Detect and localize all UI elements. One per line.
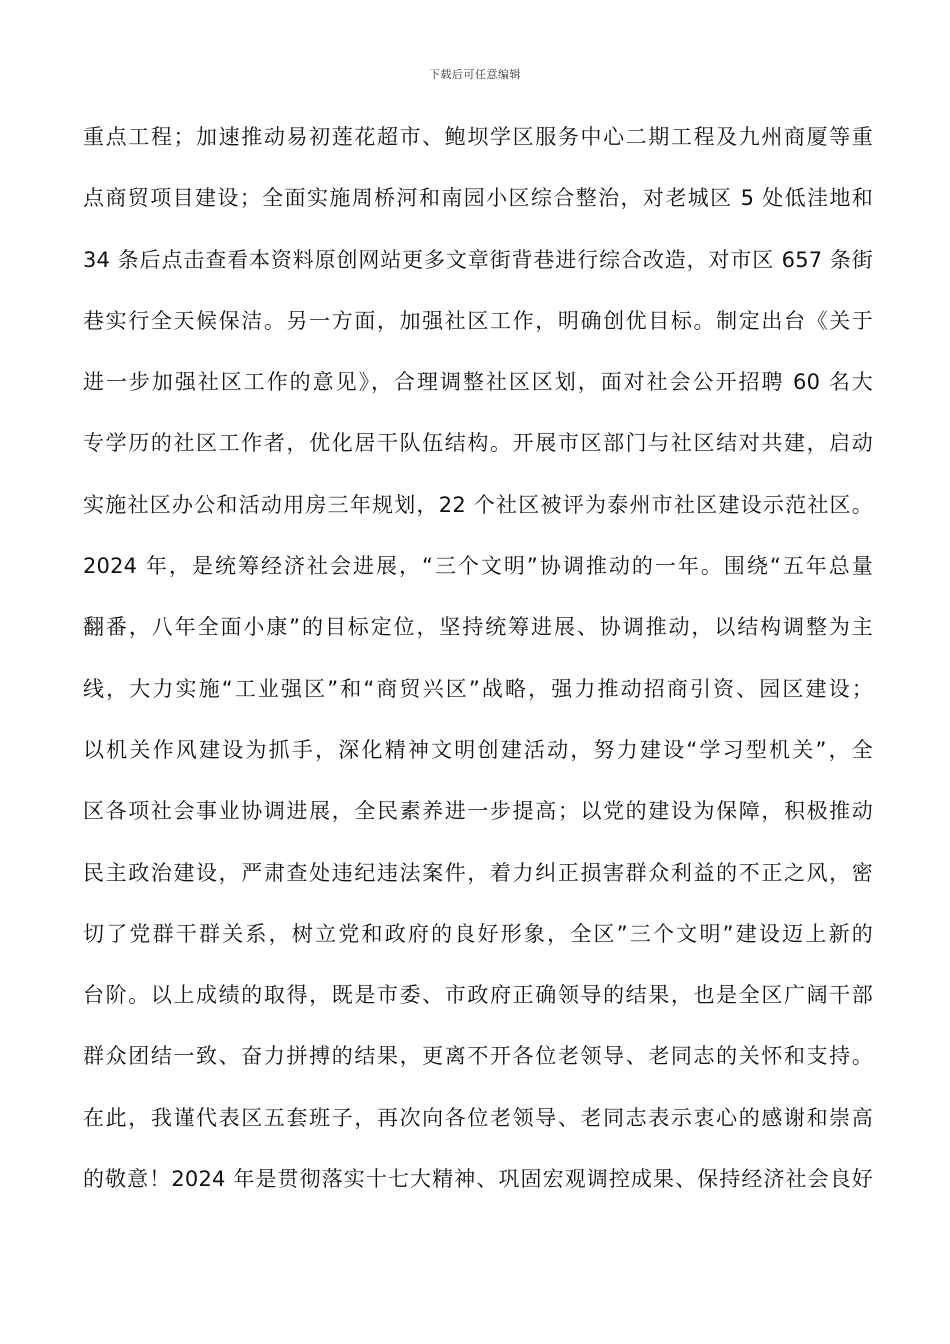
text-line: 进一步加强社区工作的意见》，合理调整社区区划，面对社会公开招聘 60 名大 xyxy=(83,370,873,395)
text-line: 群众团结一致、奋力拼搏的结果，更离不开各位老领导、老同志的关怀和支持。 xyxy=(83,1044,873,1069)
body-text xyxy=(83,116,873,1219)
text-line: 区各项社会事业协调进展，全民素养进一步提高；以党的建设为保障，积极推动 xyxy=(83,799,873,824)
text-line: 民主政治建设，严肃查处违纪违法案件，着力纠正损害群众利益的不正之风，密 xyxy=(83,860,873,885)
text-line: 台阶。以上成绩的取得，既是市委、市政府正确领导的结果，也是全区广阔干部 xyxy=(83,983,873,1008)
page-header-note: 下载后可任意编辑 xyxy=(429,68,521,81)
text-line: 翻番，八年全面小康”的目标定位，坚持统筹进展、协调推动，以结构调整为主 xyxy=(83,615,873,640)
text-line: 实施社区办公和活动用房三年规划，22 个社区被评为泰州市社区建设示范社区。 xyxy=(83,492,873,517)
text-line: 线，大力实施“工业强区”和“商贸兴区”战略，强力推动招商引资、园区建设； xyxy=(83,676,873,701)
text-line: 以机关作风建设为抓手，深化精神文明创建活动，努力建设“学习型机关”，全 xyxy=(83,737,873,762)
text-line: 点商贸项目建设；全面实施周桥河和南园小区综合整治，对老城区 5 处低洼地和 xyxy=(83,186,873,211)
text-line: 在此，我谨代表区五套班子，再次向各位老领导、老同志表示衷心的感谢和崇高 xyxy=(83,1105,873,1130)
text-line: 的敬意！2024 年是贯彻落实十七大精神、巩固宏观调控成果、保持经济社会良好 xyxy=(83,1167,873,1192)
text-line: 重点工程；加速推动易初莲花超市、鲍坝学区服务中心二期工程及九州商厦等重 xyxy=(83,125,873,149)
text-line: 2024 年，是统筹经济社会进展，“三个文明”协调推动的一年。围绕“五年总量 xyxy=(83,554,873,579)
text-line: 巷实行全天候保洁。另一方面，加强社区工作，明确创优目标。制定出台《关于 xyxy=(83,308,873,333)
text-line: 专学历的社区工作者，优化居干队伍结构。开展市区部门与社区结对共建，启动 xyxy=(83,431,873,456)
text-line: 切了党群干群关系，树立党和政府的良好形象，全区”三个文明”建设迈上新的 xyxy=(83,921,873,946)
text-line: 34 条后点击查看本资料原创网站更多文章街背巷进行综合改造，对市区 657 条街 xyxy=(83,247,873,272)
